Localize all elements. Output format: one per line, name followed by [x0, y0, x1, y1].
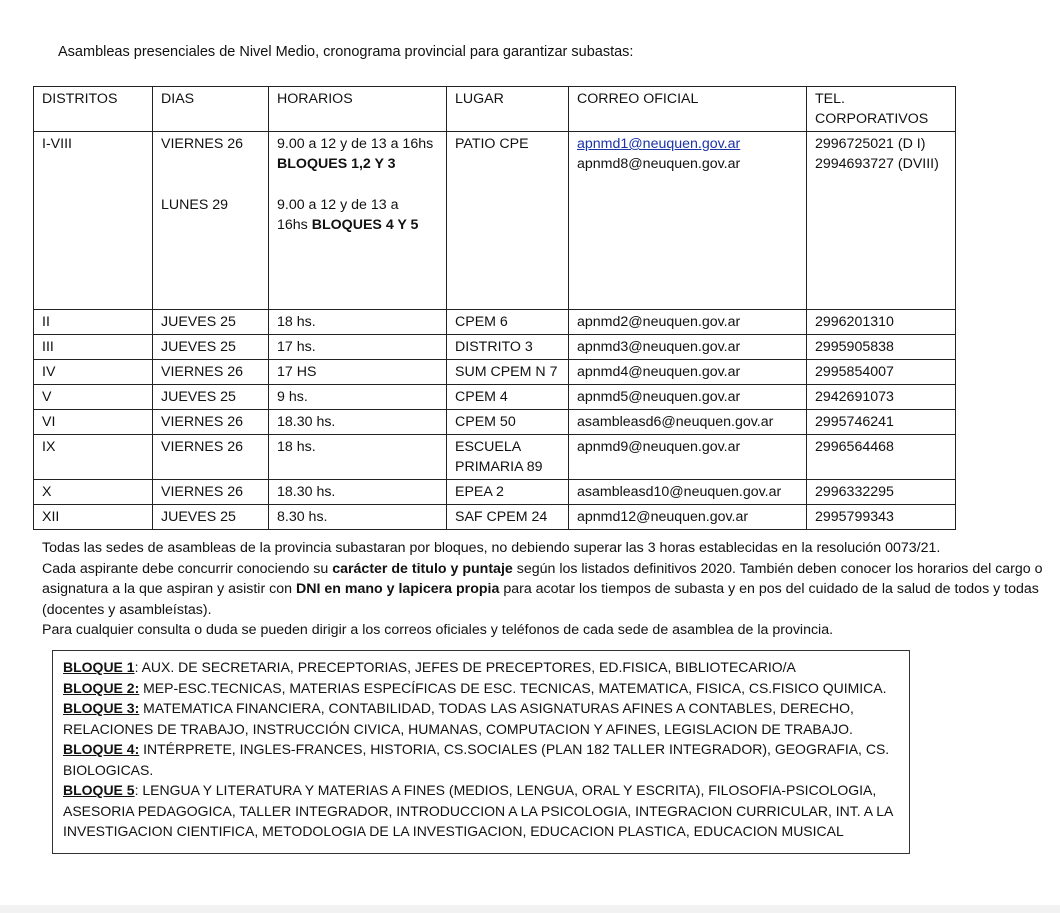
header-horarios: HORARIOS — [269, 87, 447, 132]
note-text: según los listados definitivos 2020. También deben conocer los horarios del cargo o asignatura a la que aspiran y asistir con — [42, 560, 1043, 597]
cell-horario: 18.30 hs. — [269, 410, 447, 435]
cell-distrito: II — [34, 310, 153, 335]
cell-correo: asambleasd6@neuquen.gov.ar — [569, 410, 807, 435]
note-paragraph-2 — [42, 559, 1054, 621]
bottom-bar — [0, 905, 1060, 913]
cell-tel — [807, 132, 956, 310]
bloque-1-label: BLOQUE 1 — [63, 659, 135, 675]
table-row — [34, 505, 956, 530]
table-row — [34, 410, 956, 435]
bloque-3 — [63, 698, 899, 739]
cell-tel: 2995799343 — [807, 505, 956, 530]
horario-1: 9.00 a 12 y de 13 a 16hs — [277, 136, 434, 152]
lugar-line1: ESCUELA — [455, 439, 522, 455]
header-lugar: LUGAR — [447, 87, 569, 132]
bloque-3-text: MATEMATICA FINANCIERA, CONTABILIDAD, TODAS LAS ASIGNATURAS AFINES A CONTABLES, DERECHO, RELACIONES DE TRABAJO, INSTRUCCIÓN CIVICA, HUMANAS, COMPUTACION Y AFINES, LEGISLACION DE TRABAJO. — [63, 700, 854, 737]
header-correo: CORREO OFICIAL — [569, 87, 807, 132]
bloque-2-text: MEP-ESC.TECNICAS, MATERIAS ESPECÍFICAS DE ESC. TECNICAS, MATEMATICA, FISICA, CS.FISICO QUIMICA. — [139, 679, 887, 696]
dia-1: VIERNES 26 — [161, 136, 244, 152]
cell-dia: VIERNES 26 — [153, 410, 269, 435]
cell-tel: 2942691073 — [807, 385, 956, 410]
cell-dia: JUEVES 25 — [153, 310, 269, 335]
note-bold-dni: DNI en mano y lapicera propia — [295, 581, 500, 597]
cell-lugar: DISTRITO 3 — [447, 335, 569, 360]
lugar-line2: PRIMARIA 89 — [455, 459, 543, 475]
cell-tel: 2996201310 — [807, 310, 956, 335]
table-row — [34, 385, 956, 410]
cell-horario: 18 hs. — [269, 435, 447, 480]
cell-tel: 2996332295 — [807, 480, 956, 505]
horario-2b — [277, 215, 438, 235]
header-tel — [807, 87, 956, 132]
cell-correo: apnmd4@neuquen.gov.ar — [569, 360, 807, 385]
note-bold-caracter: carácter de titulo y puntaje — [332, 560, 513, 577]
cell-distrito: V — [34, 385, 153, 410]
email-link-d1[interactable]: apnmd1@neuquen.gov.ar — [577, 136, 741, 152]
bloque-5-label: BLOQUE 5 — [63, 782, 135, 798]
cell-lugar: CPEM 4 — [447, 385, 569, 410]
tel-d1: 2996725021 (D I) — [815, 136, 926, 152]
cell-horario: 18.30 hs. — [269, 480, 447, 505]
cell-lugar: SAF CPEM 24 — [447, 505, 569, 530]
cell-dia: VIERNES 26 — [153, 360, 269, 385]
table-row — [34, 132, 956, 310]
cell-distrito: I-VIII — [34, 132, 153, 310]
cell-lugar: CPEM 50 — [447, 410, 569, 435]
cell-tel: 2996564468 — [807, 435, 956, 480]
cell-distrito: III — [34, 335, 153, 360]
bloque-1 — [63, 657, 899, 678]
dia-2: LUNES 29 — [161, 197, 229, 213]
header-distritos: DISTRITOS — [34, 87, 153, 132]
bloque-3-label: BLOQUE 3: — [63, 700, 140, 716]
table-row — [34, 310, 956, 335]
document-title: Asambleas presenciales de Nivel Medio, cronograma provincial para garantizar subastas: — [58, 44, 634, 60]
bloque-5 — [63, 780, 899, 842]
cell-correo: apnmd12@neuquen.gov.ar — [569, 505, 807, 530]
cell-dia: JUEVES 25 — [153, 335, 269, 360]
cell-dia: VIERNES 26 — [153, 480, 269, 505]
cell-horario: 17 hs. — [269, 335, 447, 360]
bloque-1-text: : AUX. DE SECRETARIA, PRECEPTORIAS, JEFES DE PRECEPTORES, ED.FISICA, BIBLIOTECARIO/A — [134, 659, 796, 675]
cell-lugar: PATIO CPE — [447, 132, 569, 310]
note-paragraph-3: Para cualquier consulta o duda se pueden dirigir a los correos oficiales y teléfonos de cada sede de asamblea de la provincia. — [42, 622, 834, 638]
cell-distrito: VI — [34, 410, 153, 435]
bloque-5-text: : LENGUA Y LITERATURA Y MATERIAS A FINES (MEDIOS, LENGUA, ORAL Y ESCRITA), FILOSOFIA-PSICOLOGIA, ASESORIA PEDAGOGICA, TALLER INTEGRADOR, INTRODUCCION A LA PSICOLOGIA, INTEGRACION CURRICULAR, INT. A LA INVESTIGACION CIENTIFICA, METODOLOGIA DE LA INVESTIGACION, EDUCACION PLASTICA, EDUCACION MUSICAL — [63, 782, 893, 839]
cell-correo: apnmd3@neuquen.gov.ar — [569, 335, 807, 360]
table-row — [34, 335, 956, 360]
cell-horario: 8.30 hs. — [269, 505, 447, 530]
note-text: Cada aspirante debe concurrir conociendo su — [42, 560, 333, 577]
cell-horario: 9 hs. — [269, 385, 447, 410]
cell-distrito: XII — [34, 505, 153, 530]
note-paragraph-1: Todas las sedes de asambleas de la provincia subastaran por bloques, no debiendo superar las 3 horas establecidas en la resolución 0073/21. — [42, 540, 941, 556]
bloque-2 — [63, 678, 899, 699]
bloque-2-label: BLOQUE 2: — [63, 679, 140, 696]
horario-2-hs: 16hs — [277, 217, 308, 233]
cell-horario: 17 HS — [269, 360, 447, 385]
cell-horario: 18 hs. — [269, 310, 447, 335]
table-row — [34, 480, 956, 505]
horario-2: 9.00 a 12 y de 13 a — [277, 197, 399, 213]
table-row — [34, 435, 956, 480]
cell-dias — [153, 132, 269, 310]
email-d8: apnmd8@neuquen.gov.ar — [577, 156, 741, 172]
bloque-4 — [63, 739, 899, 780]
table-header-row — [34, 87, 956, 132]
cell-correo: apnmd5@neuquen.gov.ar — [569, 385, 807, 410]
bloque-4-label: BLOQUE 4: — [63, 741, 140, 757]
cell-lugar: CPEM 6 — [447, 310, 569, 335]
cell-lugar: EPEA 2 — [447, 480, 569, 505]
header-dias: DIAS — [153, 87, 269, 132]
cell-tel: 2995854007 — [807, 360, 956, 385]
horario-2-bloques: BLOQUES 4 Y 5 — [311, 217, 419, 233]
cell-lugar: SUM CPEM N 7 — [447, 360, 569, 385]
schedule-table — [33, 86, 956, 530]
note-text: para acotar los tiempos de subasta y en pos del cuidado de la salud de todos y todas (docentes y asambleístas). — [42, 581, 1039, 618]
cell-distrito: IX — [34, 435, 153, 480]
cell-tel: 2995746241 — [807, 410, 956, 435]
cell-distrito: X — [34, 480, 153, 505]
cell-horarios — [269, 132, 447, 310]
cell-dia: VIERNES 26 — [153, 435, 269, 480]
cell-correo — [569, 132, 807, 310]
header-tel-line2: CORPORATIVOS — [815, 111, 929, 127]
bloques-box — [52, 650, 910, 854]
bloque-4-text: INTÉRPRETE, INGLES-FRANCES, HISTORIA, CS.SOCIALES (PLAN 182 TALLER INTEGRADOR), GEOGRAFIA, CS. BIOLOGICAS. — [63, 741, 890, 778]
cell-dia: JUEVES 25 — [153, 505, 269, 530]
cell-distrito: IV — [34, 360, 153, 385]
header-tel-line1: TEL. — [815, 91, 845, 107]
notes-section — [42, 538, 1054, 641]
cell-correo: apnmd2@neuquen.gov.ar — [569, 310, 807, 335]
cell-correo: asambleasd10@neuquen.gov.ar — [569, 480, 807, 505]
cell-lugar — [447, 435, 569, 480]
horario-1-bloques: BLOQUES 1,2 Y 3 — [277, 156, 396, 172]
cell-correo: apnmd9@neuquen.gov.ar — [569, 435, 807, 480]
table-row — [34, 360, 956, 385]
cell-dia: JUEVES 25 — [153, 385, 269, 410]
cell-tel: 2995905838 — [807, 335, 956, 360]
tel-d8: 2994693727 (DVIII) — [815, 156, 939, 172]
